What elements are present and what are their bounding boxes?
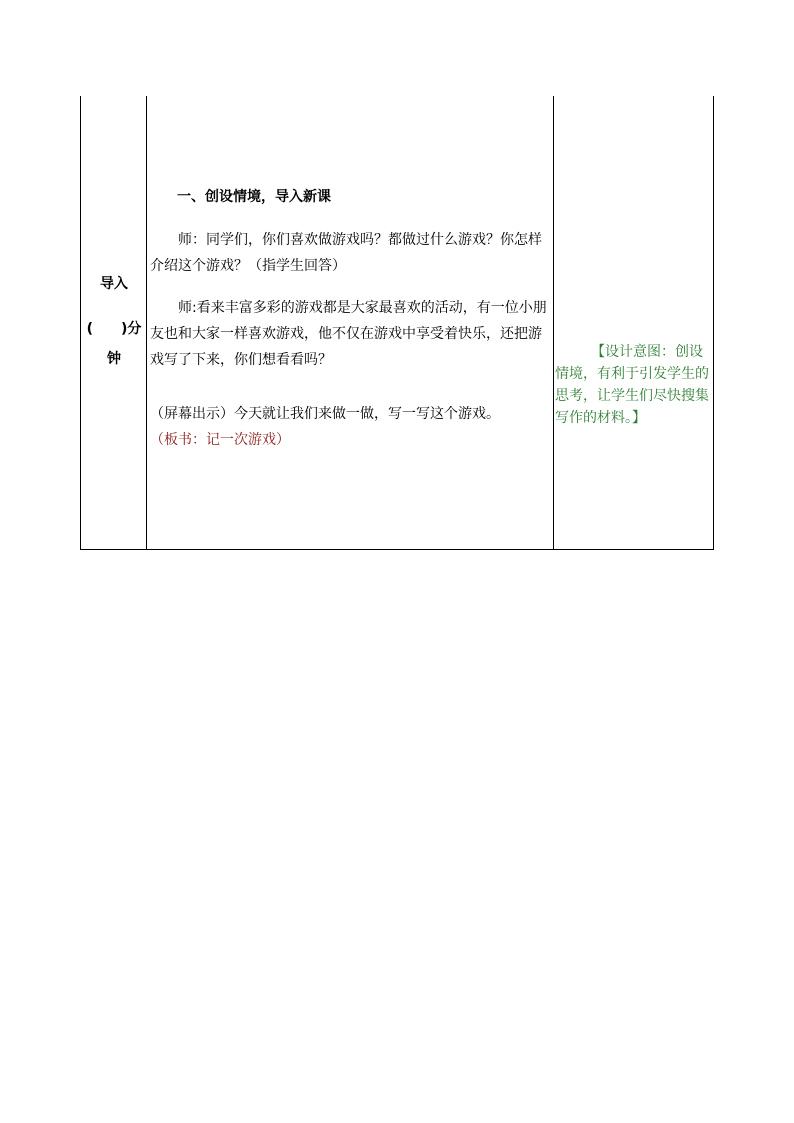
stage-cell: [81, 96, 147, 549]
screen-display-text: （屏幕出示）今天就让我们来做一做，写一写这个游戏。: [150, 406, 500, 422]
design-intent-text: 【设计意图：创设情境，有利于引发学生的思考，让学生们尽快搜集写作的材料。】: [555, 344, 709, 426]
design-intent-cell: [554, 96, 714, 549]
screen-display-paragraph: [150, 401, 554, 453]
section-heading: 一、创设情境，导入新课: [177, 189, 331, 205]
lesson-plan-table: [80, 96, 714, 550]
board-note: （板书：记一次游戏）: [150, 432, 290, 448]
teaching-content-cell: [148, 96, 553, 549]
teacher-paragraph-2: 师:看来丰富多彩的游戏都是大家最喜欢的活动，有一位小朋友也和大家一样喜欢游戏，他不仅在游戏中享受着快乐，还把游戏写了下来，你们想看看吗？: [150, 300, 547, 368]
stage-time-label: ( )分钟: [86, 321, 142, 367]
stage-title: 导入: [100, 276, 128, 292]
teacher-paragraph-1: 师：同学们，你们喜欢做游戏吗？都做过什么游戏？你怎样介绍这个游戏？（指学生回答）: [150, 232, 542, 274]
